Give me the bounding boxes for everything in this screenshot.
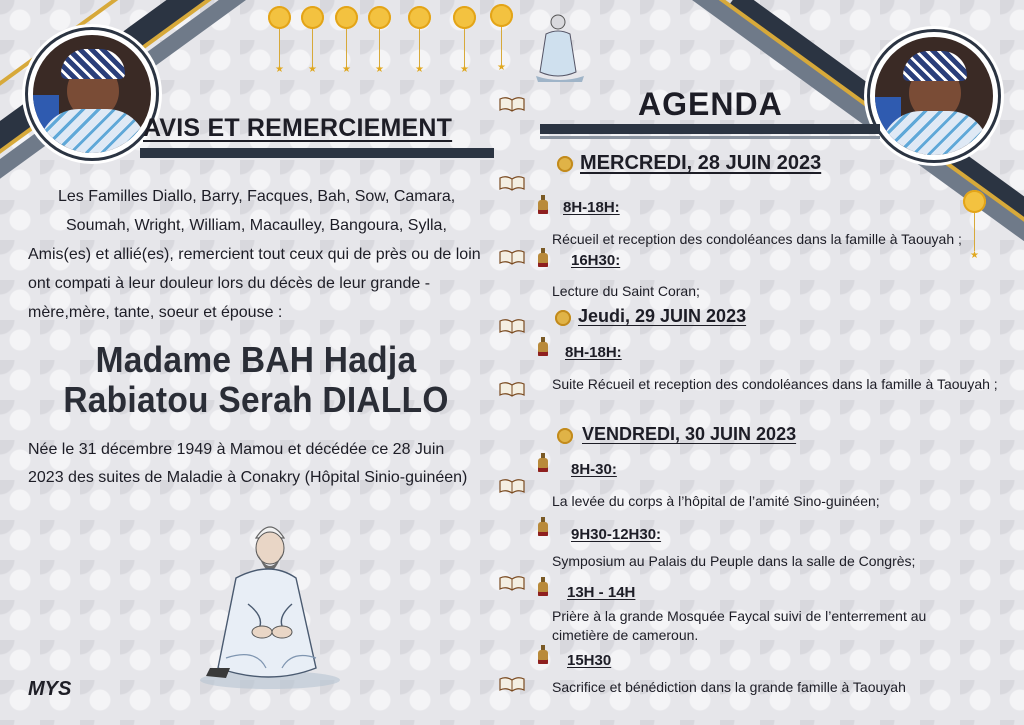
ornament-icon [490,4,513,27]
ornament-icon [268,6,291,29]
lantern-icon [538,458,548,472]
birth-death-paragraph [28,436,490,492]
agenda-time: 8H-18H: [565,344,622,361]
agenda-divider-thin [540,136,880,139]
praying-man-illustration [196,508,342,690]
birth-line: Née le 31 décembre 1949 à Mamou et décédée ce 28 Juin [28,441,445,458]
day-label: VENDREDI, 30 JUIN 2023 [582,424,797,444]
agenda-title: AGENDA [638,86,783,122]
agenda-desc: Lecture du Saint Coran; [552,283,700,299]
agenda-desc: Symposium au Palais du Peuple dans la salle de Congrès; [552,553,916,569]
star-icon: ★ [308,64,317,75]
name-line: Madame BAH Hadja [95,339,417,380]
day-bullet-icon [557,428,573,444]
ornament-icon [368,6,391,29]
agenda-divider [540,124,880,134]
agenda-time: 8H-30: [571,461,617,478]
star-icon: ★ [970,250,979,261]
lantern-icon [538,522,548,536]
intro-line: Les Familles Diallo, Barry, Facques, Bah, Sow, Camara, [58,188,456,205]
agenda-desc: Sacrifice et bénédiction dans la grande famille à Taouyah [552,679,906,695]
star-icon: ★ [375,64,384,75]
day-bullet-icon [557,156,573,172]
star-icon: ★ [275,64,284,75]
intro-line: mère,mère, tante, soeur et épouse : [28,304,283,321]
book-icon [499,175,525,191]
logo: MYS [28,678,72,700]
avis-heading: AVIS ET REMERCIEMENT [143,114,453,142]
ornament-icon [408,6,431,29]
portrait-right [870,32,998,160]
star-icon: ★ [415,64,424,75]
praying-man-small-icon [532,10,588,84]
ornament-icon [963,190,986,213]
heading-divider [140,148,494,158]
day-label: Jeudi, 29 JUIN 2023 [578,306,747,326]
ornament-icon [301,6,324,29]
agenda-time: 9H30-12H30: [571,526,662,543]
lantern-icon [538,253,548,267]
agenda-desc: Prière à la grande Mosquée Faycal suivi de l’enterrement au cimetière de cameroun. [552,608,927,643]
book-icon [499,575,525,591]
lantern-icon [538,650,548,664]
star-icon: ★ [460,64,469,75]
day-label: MERCREDI, 28 JUIN 2023 [580,152,822,174]
book-icon [499,478,525,494]
agenda-desc: Récueil et reception des condoléances dans la famille à Taouyah ; [552,231,962,247]
agenda-time: 16H30: [571,252,621,269]
birth-line: 2023 des suites de Maladie à Conakry (Hôpital Sinio-guinéen) [28,469,468,486]
star-icon: ★ [342,64,351,75]
agenda-desc: Suite Récueil et reception des condoléances dans la famille à Taouyah ; [552,376,998,392]
lantern-icon [538,582,548,596]
agenda-time: 8H-18H: [563,199,620,216]
intro-line: ont compati à leur douleur lors du décès de leur grande - [28,275,431,292]
star-icon: ★ [497,62,506,73]
agenda-time: 13H - 14H [567,584,636,601]
book-icon [499,318,525,334]
book-icon [499,381,525,397]
intro-paragraph [28,182,490,327]
intro-line: Soumah, Wright, William, Macaulley, Bangoura, Sylla, [66,217,447,234]
intro-line: Amis(es) et allié(es), remercient tout ceux qui de près ou de loin [28,246,481,263]
lantern-icon [538,200,548,214]
lantern-icon [538,342,548,356]
book-icon [499,96,525,112]
day-bullet-icon [555,310,571,326]
deceased-name [55,340,457,420]
book-icon [499,676,525,692]
agenda-desc: La levée du corps à l’hôpital de l’amité Sino-guinéen; [552,493,880,509]
name-line: Rabiatou Serah DIALLO [63,379,449,420]
ornament-icon [335,6,358,29]
portrait-left [28,30,156,158]
agenda-time: 15H30 [567,652,612,669]
book-icon [499,249,525,265]
ornament-icon [453,6,476,29]
